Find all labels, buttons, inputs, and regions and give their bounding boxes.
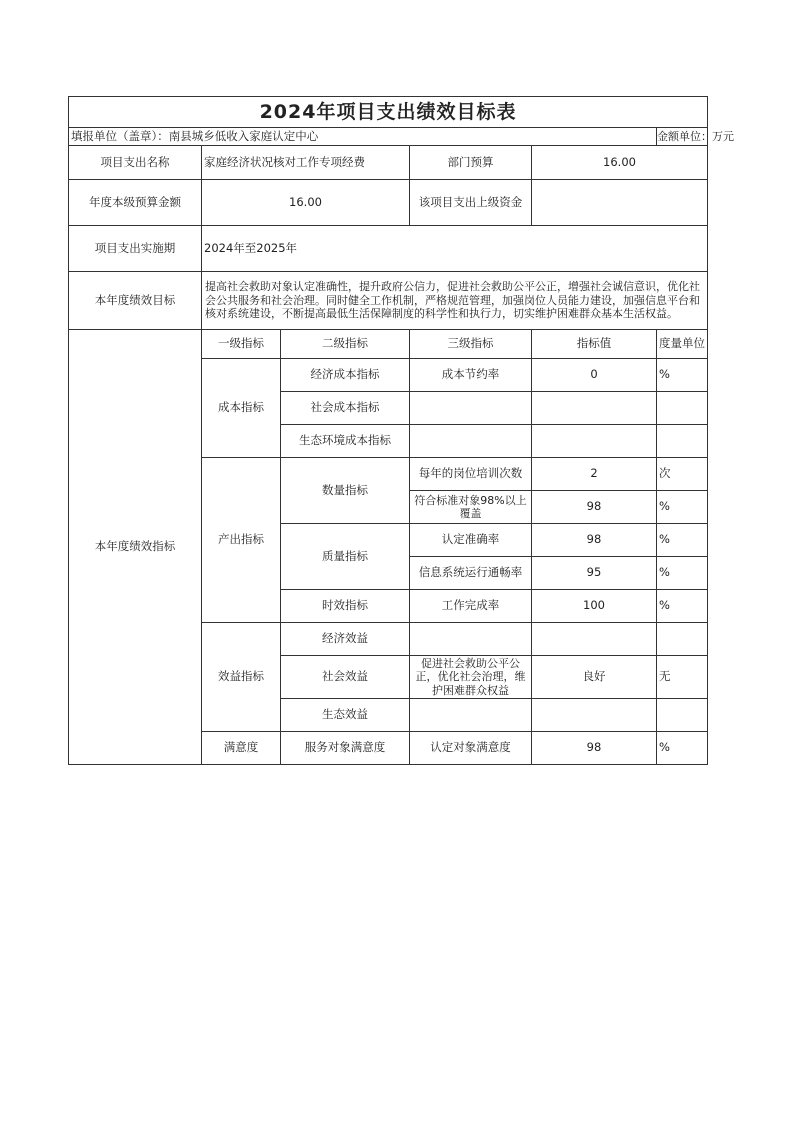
header-unit: 度量单位 [657, 330, 708, 359]
time-unit: % [657, 590, 708, 623]
header-level2: 二级指标 [281, 330, 410, 359]
header-value: 指标值 [532, 330, 657, 359]
upper-funds-value [532, 180, 708, 226]
ql2-l3: 信息系统运行通畅率 [410, 557, 532, 590]
eco-benefit-l2: 生态效益 [281, 699, 410, 732]
group-cost: 成本指标 [202, 359, 281, 458]
social-benefit-l2: 社会效益 [281, 656, 410, 699]
econ-cost-value: 0 [532, 359, 657, 392]
upper-funds-label: 该项目支出上级资金 [410, 180, 532, 226]
time-l3: 工作完成率 [410, 590, 532, 623]
group-satisfaction: 满意度 [202, 732, 281, 765]
social-benefit-value: 良好 [532, 656, 657, 699]
period-label: 项目支出实施期 [69, 226, 202, 272]
social-benefit-unit: 无 [657, 656, 708, 699]
eco-cost-value [532, 425, 657, 458]
econ-cost-l2: 经济成本指标 [281, 359, 410, 392]
dept-budget-label: 部门预算 [410, 146, 532, 180]
time-l2: 时效指标 [281, 590, 410, 623]
eco-benefit-l3 [410, 699, 532, 732]
eco-benefit-unit [657, 699, 708, 732]
project-name-label: 项目支出名称 [69, 146, 202, 180]
page-title: 2024年项目支出绩效目标表 [69, 97, 708, 128]
group-benefit: 效益指标 [202, 623, 281, 732]
ql2-value: 95 [532, 557, 657, 590]
econ-benefit-value [532, 623, 657, 656]
econ-benefit-l3 [410, 623, 532, 656]
goal-text: 提高社会救助对象认定准确性，提升政府公信力，促进社会救助公平公正，增强社会诚信意识，优化社会公共服务和社会治理。同时健全工作机制，严格规范管理，加强岗位人员能力建设，加强信息平台和核对系统建设，不断提高最低生活保障制度的科学性和执行力，切实维护困难群众基本生活权益。 [202, 272, 708, 330]
ql1-unit: % [657, 524, 708, 557]
project-name-value: 家庭经济状况核对工作专项经费 [202, 146, 410, 180]
goal-label: 本年度绩效目标 [69, 272, 202, 330]
econ-benefit-unit [657, 623, 708, 656]
eco-cost-l3 [410, 425, 532, 458]
q2-value: 98 [532, 491, 657, 524]
service-sat-l2: 服务对象满意度 [281, 732, 410, 765]
filler-unit: 填报单位（盖章）：南县城乡低收入家庭认定中心 [69, 128, 657, 146]
social-cost-value [532, 392, 657, 425]
econ-cost-unit: % [657, 359, 708, 392]
q2-unit: % [657, 491, 708, 524]
header-level3: 三级指标 [410, 330, 532, 359]
quality-l2: 质量指标 [281, 524, 410, 590]
performance-target-sheet [68, 96, 734, 765]
econ-benefit-l2: 经济效益 [281, 623, 410, 656]
q2-l3: 符合标准对象98%以上覆盖 [410, 491, 532, 524]
q1-value: 2 [532, 458, 657, 491]
annual-budget-value: 16.00 [202, 180, 410, 226]
social-cost-l3 [410, 392, 532, 425]
time-value: 100 [532, 590, 657, 623]
indicators-label: 本年度绩效指标 [69, 330, 202, 765]
ql1-value: 98 [532, 524, 657, 557]
service-sat-value: 98 [532, 732, 657, 765]
eco-benefit-value [532, 699, 657, 732]
eco-cost-l2: 生态环境成本指标 [281, 425, 410, 458]
period-value: 2024年至2025年 [202, 226, 708, 272]
ql1-l3: 认定准确率 [410, 524, 532, 557]
service-sat-unit: % [657, 732, 708, 765]
amount-unit: 金额单位：万元 [657, 128, 708, 146]
econ-cost-l3: 成本节约率 [410, 359, 532, 392]
service-sat-l3: 认定对象满意度 [410, 732, 532, 765]
header-level1: 一级指标 [202, 330, 281, 359]
ql2-unit: % [657, 557, 708, 590]
dept-budget-value: 16.00 [532, 146, 708, 180]
annual-budget-label: 年度本级预算金额 [69, 180, 202, 226]
group-output: 产出指标 [202, 458, 281, 623]
q1-l3: 每年的岗位培训次数 [410, 458, 532, 491]
performance-target-table [68, 96, 734, 765]
q1-unit: 次 [657, 458, 708, 491]
social-benefit-l3: 促进社会救助公平公正，优化社会治理，维护困难群众权益 [410, 656, 532, 699]
social-cost-unit [657, 392, 708, 425]
social-cost-l2: 社会成本指标 [281, 392, 410, 425]
quantity-l2: 数量指标 [281, 458, 410, 524]
eco-cost-unit [657, 425, 708, 458]
